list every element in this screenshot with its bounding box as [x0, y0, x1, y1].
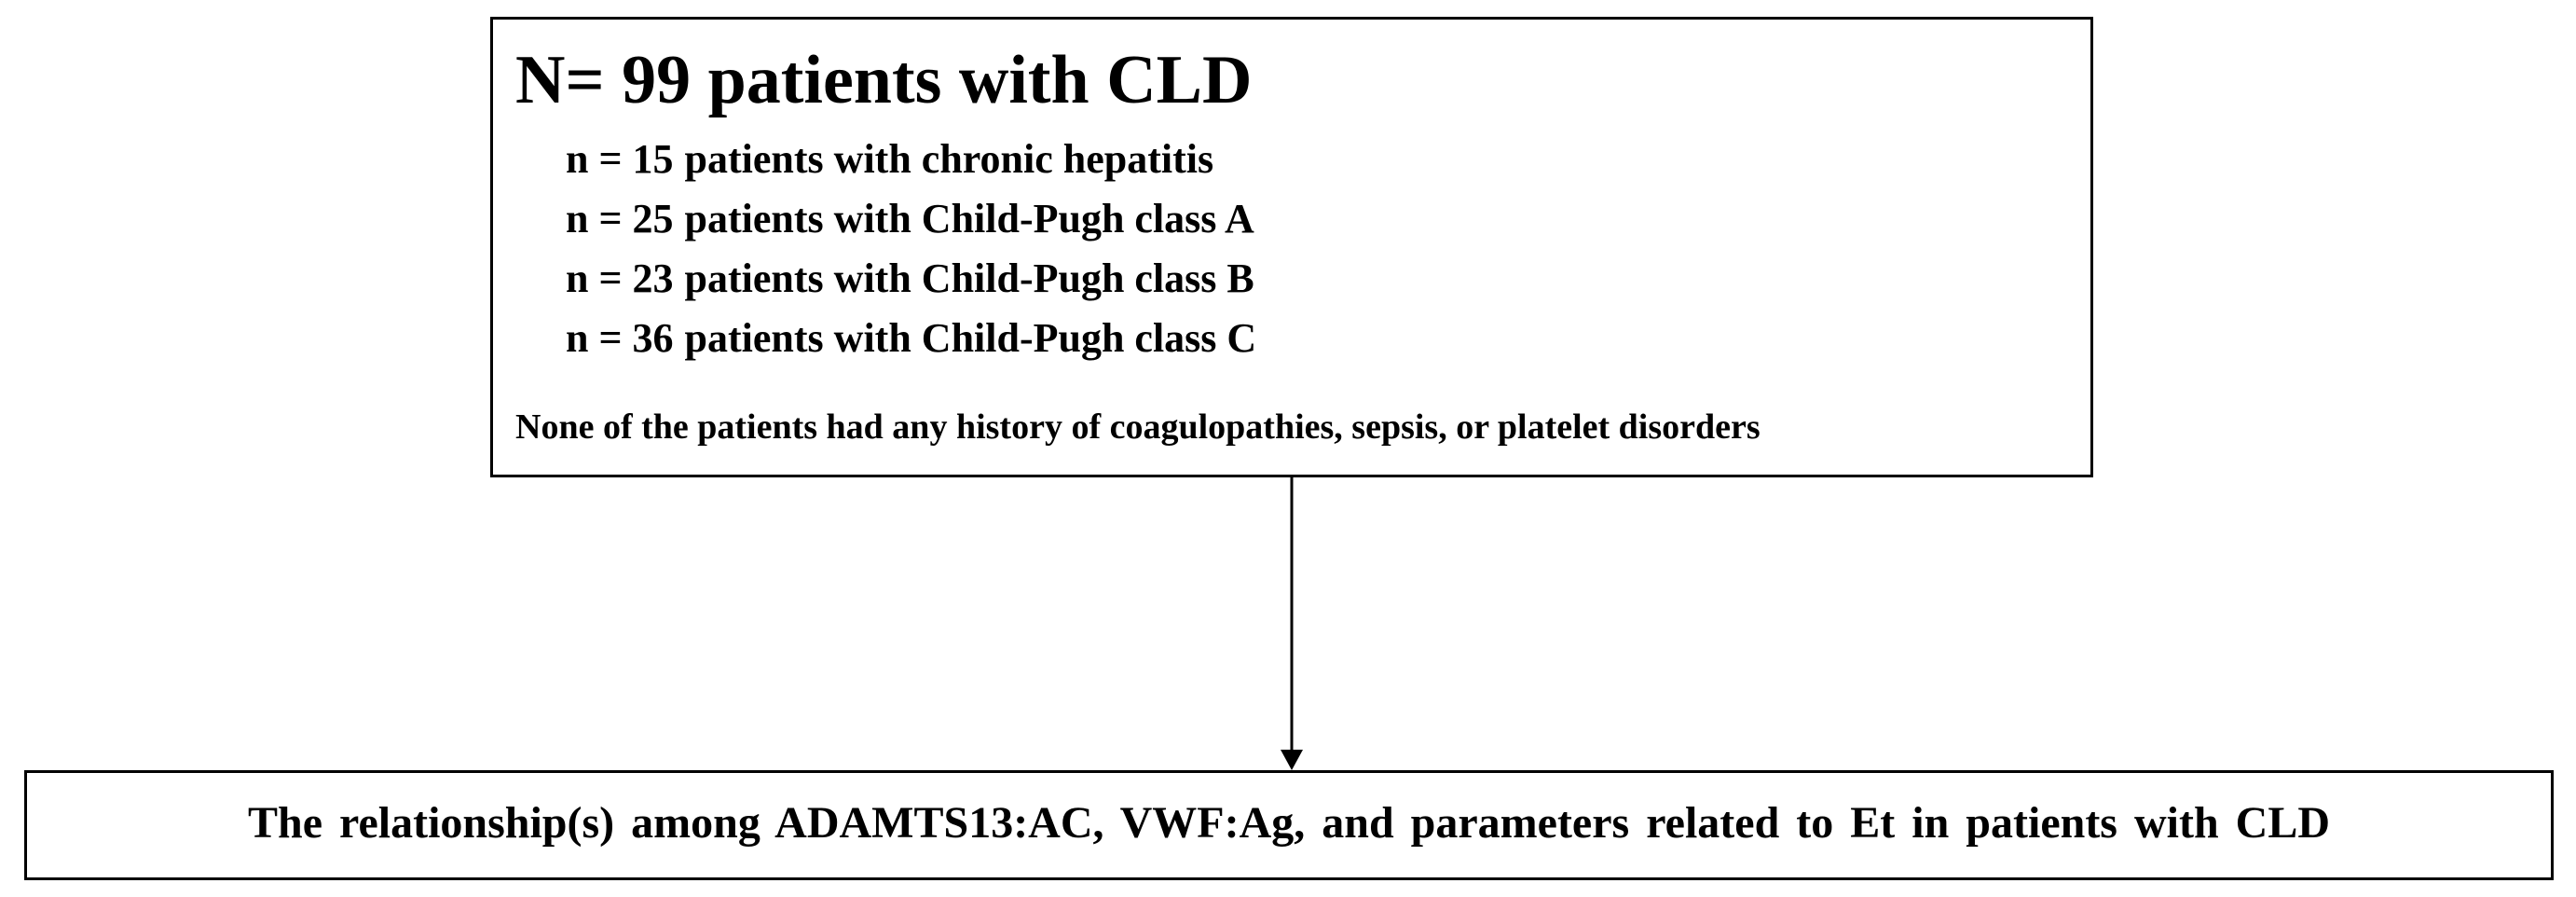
- outcome-text: The relationship(s) among ADAMTS13:AC, VWF:Ag, and parameters related to Et in patients with CLD: [247, 798, 2330, 848]
- group-item-child-pugh-a: [566, 189, 1256, 249]
- group-description: patients with Child-Pugh class B: [684, 255, 1254, 301]
- group-count: n = 25: [566, 196, 674, 242]
- cohort-group-list: [566, 130, 1256, 368]
- group-count: n = 36: [566, 315, 674, 361]
- group-description: patients with Child-Pugh class C: [684, 315, 1257, 361]
- group-item-child-pugh-b: [566, 249, 1256, 309]
- cohort-box: [490, 17, 2093, 477]
- group-item-chronic-hepatitis: [566, 130, 1256, 189]
- exclusion-note: None of the patients had any history of coagulopathies, sepsis, or platelet disorders: [515, 407, 1761, 447]
- arrowhead-icon: [1281, 750, 1303, 770]
- outcome-box: [24, 770, 2554, 880]
- group-count: n = 23: [566, 255, 674, 301]
- group-item-child-pugh-c: [566, 309, 1256, 368]
- group-count: n = 15: [566, 136, 674, 182]
- group-description: patients with chronic hepatitis: [684, 136, 1214, 182]
- group-description: patients with Child-Pugh class A: [684, 196, 1254, 242]
- cohort-headline: N= 99 patients with CLD: [515, 42, 1253, 118]
